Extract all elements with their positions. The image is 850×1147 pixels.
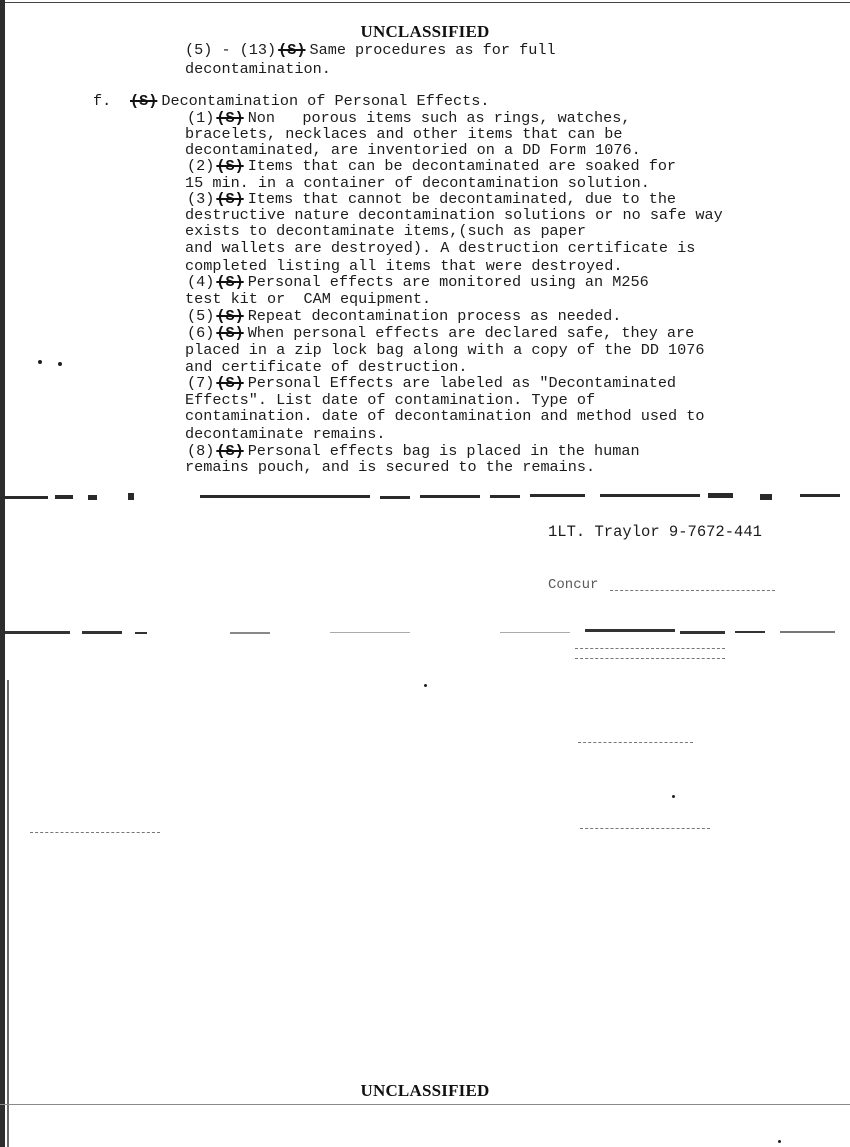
item-7-line-4: decontaminate remains. [185, 425, 386, 443]
faint-line [575, 658, 725, 660]
header-classification: UNCLASSIFIED [360, 22, 490, 41]
classification-marking: (S) [216, 324, 244, 342]
item-7-line-3: contamination. date of decontamination and method used to [185, 407, 705, 425]
item-6-line-1 [187, 325, 694, 341]
redaction-noise-band-2 [0, 625, 850, 639]
classification-marking: (S) [278, 41, 306, 59]
item-4-line-2: test kit or CAM equipment. [185, 290, 432, 308]
item-7-line-2: Effects". List date of contamination. Type of [185, 391, 596, 409]
left-scan-edge [0, 0, 5, 1147]
classification-marking: (S) [216, 442, 244, 460]
item-number: (4) [187, 273, 215, 291]
item-number: (1) [187, 109, 215, 127]
item-4-line-1 [187, 274, 649, 290]
section-f-heading-line [128, 93, 489, 109]
classification-marking: (S) [216, 307, 244, 325]
item-8-line-1 [187, 443, 640, 459]
item-3-line-4: and wallets are destroyed). A destruction certificate is [185, 239, 696, 257]
item-number: (3) [187, 190, 215, 208]
intro-item-number: (5) - (13) [185, 41, 277, 59]
item-number: (7) [187, 374, 215, 392]
classification-marking: (S) [216, 374, 244, 392]
scan-speck [672, 795, 675, 798]
faint-line [30, 832, 160, 834]
classification-marking: (S) [216, 273, 244, 291]
item-text: Personal Effects are labeled as "Decontaminated [247, 374, 677, 392]
item-5-line-1 [187, 308, 621, 324]
item-7-line-1 [187, 375, 676, 391]
item-1-line-2: bracelets, necklaces and other items that can be [185, 125, 623, 143]
item-2-line-1 [187, 158, 676, 174]
item-3-line-1 [187, 191, 676, 207]
faint-line [578, 742, 693, 744]
redaction-noise-band [0, 490, 850, 504]
item-2-line-2: 15 min. in a container of decontamination solution. [185, 174, 650, 192]
item-6-line-2: placed in a zip lock bag along with a copy of the DD 1076 [185, 341, 705, 359]
item-text: Items that cannot be decontaminated, due to the [247, 190, 677, 208]
scan-speck [424, 684, 427, 687]
faint-line [580, 828, 710, 830]
classification-marking: (S) [216, 157, 244, 175]
section-f-letter: f. [93, 92, 112, 110]
item-text: Non porous items such as rings, watches, [247, 109, 631, 127]
top-edge-line [0, 2, 850, 3]
item-3-line-3: exists to decontaminate items,(such as paper [185, 222, 587, 240]
left-scan-edge-inner [7, 680, 9, 1147]
scan-speck [778, 1140, 781, 1143]
faint-line [575, 648, 725, 650]
scan-speck [38, 360, 42, 364]
item-number: (2) [187, 157, 215, 175]
item-text: Personal effects are monitored using an M256 [247, 273, 649, 291]
item-3-line-5: completed listing all items that were destroyed. [185, 257, 623, 275]
footer-classification: UNCLASSIFIED [360, 1081, 490, 1100]
author-signature-block: 1LT. Traylor 9-7672-441 [548, 523, 762, 541]
item-3-line-2: destructive nature decontamination solutions or no safe way [185, 206, 723, 224]
item-1-line-1 [187, 110, 630, 126]
intro-text: Same procedures as for full [309, 41, 556, 59]
classification-marking: (S) [130, 92, 158, 110]
item-text: When personal effects are declared safe, they are [247, 324, 695, 342]
concur-signature-line [610, 590, 775, 592]
item-8-line-2: remains pouch, and is secured to the remains. [185, 458, 596, 476]
concur-label: Concur [548, 577, 599, 593]
classification-marking: (S) [216, 190, 244, 208]
scan-speck [58, 362, 62, 366]
item-text: Items that can be decontaminated are soaked for [247, 157, 677, 175]
intro-line-2: decontamination. [185, 60, 331, 78]
item-1-line-3: decontaminated, are inventoried on a DD Form 1076. [185, 141, 641, 159]
intro-line-1 [185, 42, 556, 58]
item-number: (8) [187, 442, 215, 460]
item-number: (6) [187, 324, 215, 342]
item-text: Personal effects bag is placed in the human [247, 442, 640, 460]
classification-marking: (S) [216, 109, 244, 127]
item-6-line-3: and certificate of destruction. [185, 358, 468, 376]
item-text: Repeat decontamination process as needed. [247, 307, 622, 325]
bottom-rule [0, 1104, 850, 1105]
section-f-heading: Decontamination of Personal Effects. [161, 92, 490, 110]
item-number: (5) [187, 307, 215, 325]
